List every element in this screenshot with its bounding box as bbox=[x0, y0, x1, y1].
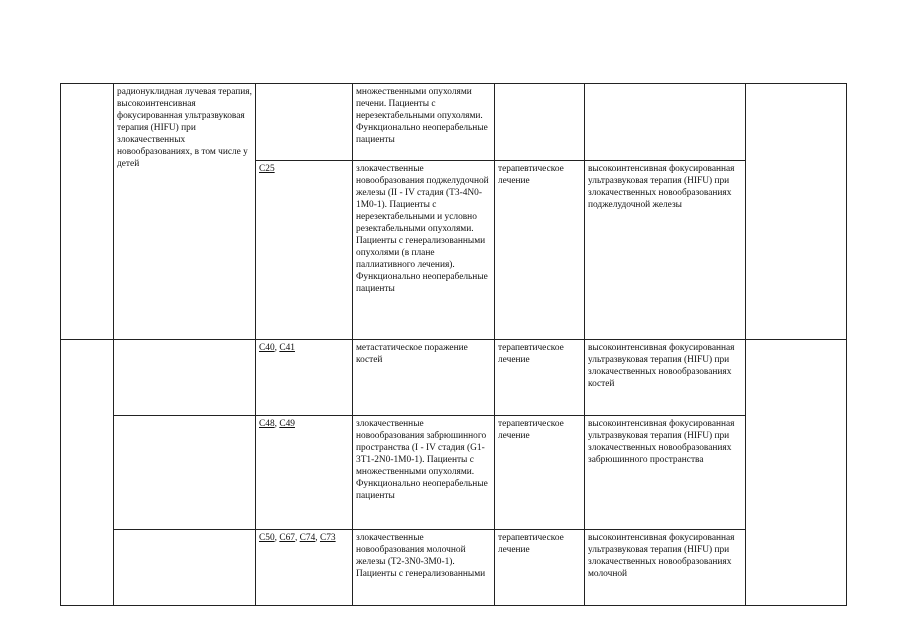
code-link-c41[interactable]: C41 bbox=[279, 343, 295, 353]
method-cell bbox=[585, 340, 746, 416]
table-row bbox=[61, 340, 847, 416]
method-cell bbox=[585, 84, 746, 161]
table-row bbox=[61, 84, 847, 161]
code-link-c73[interactable]: C73 bbox=[319, 533, 336, 543]
diagnosis-text: злокачественные новообразования забрюшинного пространства (I - IV стадия (G1-3T1-2N0-1M0-1). Пациенты с множественными опухолями. Функционально неоперабельные пациенты bbox=[356, 419, 488, 501]
treatment-text: терапевтическое лечение bbox=[498, 419, 564, 441]
extra-cell bbox=[746, 84, 847, 340]
code-link-c50[interactable]: C50 bbox=[259, 533, 275, 543]
treatment-cell bbox=[495, 340, 585, 416]
diagnosis-text: злокачественные новообразования молочной железы (T2-3N0-3M0-1). Пациенты с генерализованными bbox=[356, 533, 486, 579]
method-name-cell bbox=[114, 530, 256, 606]
extra-cell bbox=[746, 340, 847, 606]
method-cell bbox=[585, 530, 746, 606]
diagnosis-cell bbox=[353, 530, 495, 606]
code-link-c67[interactable]: C67 bbox=[279, 533, 295, 543]
code-link-c74[interactable]: C74 bbox=[299, 533, 316, 543]
method-text: высокоинтенсивная фокусированная ультразвуковая терапия (HIFU) при злокачественных новообразованиях костей bbox=[588, 343, 735, 389]
diagnosis-text: множественными опухолями печени. Пациенты с нерезектабельными опухолями. Функционально неоперабельные пациенты bbox=[356, 87, 488, 145]
code-cell bbox=[256, 84, 353, 161]
code-cell: C50, C67, C74, C73 bbox=[256, 530, 353, 606]
code-link-c49[interactable]: C49 bbox=[279, 419, 295, 429]
method-text: высокоинтенсивная фокусированная ультразвуковая терапия (HIFU) при злокачественных новообразованиях поджелудочной железы bbox=[588, 164, 735, 210]
method-name-text: радионуклидная лучевая терапия, высокоинтенсивная фокусированная ультразвуковая терапия (HIFU) при злокачественных новообразованиях, в том числе у детей bbox=[117, 87, 252, 169]
table-row bbox=[61, 530, 847, 606]
treatment-cell bbox=[495, 416, 585, 530]
method-name-cell bbox=[114, 416, 256, 530]
index-cell bbox=[61, 84, 114, 340]
method-cell bbox=[585, 161, 746, 340]
method-name-cell bbox=[114, 84, 256, 340]
code-cell: C40, C41 bbox=[256, 340, 353, 416]
treatment-text: терапевтическое лечение bbox=[498, 533, 564, 555]
treatment-cell bbox=[495, 161, 585, 340]
code-cell bbox=[256, 161, 353, 340]
code-link-c40[interactable]: C40 bbox=[259, 343, 275, 353]
treatment-cell bbox=[495, 84, 585, 161]
code-link-c48[interactable]: C48 bbox=[259, 419, 275, 429]
treatment-text: терапевтическое лечение bbox=[498, 164, 564, 186]
code-cell: C48, C49 bbox=[256, 416, 353, 530]
treatment-cell bbox=[495, 530, 585, 606]
diagnosis-cell bbox=[353, 161, 495, 340]
method-cell bbox=[585, 416, 746, 530]
diagnosis-cell bbox=[353, 84, 495, 161]
diagnosis-cell bbox=[353, 340, 495, 416]
code-link-c25[interactable]: C25 bbox=[259, 164, 275, 174]
diagnosis-cell bbox=[353, 416, 495, 530]
treatment-text: терапевтическое лечение bbox=[498, 343, 564, 365]
treatment-table bbox=[60, 83, 847, 606]
method-text: высокоинтенсивная фокусированная ультразвуковая терапия (HIFU) при злокачественных новообразованиях молочной bbox=[588, 533, 735, 579]
method-name-cell bbox=[114, 340, 256, 416]
diagnosis-text: метастатическое поражение костей bbox=[356, 343, 468, 365]
index-cell bbox=[61, 340, 114, 606]
diagnosis-text: злокачественные новообразования поджелудочной железы (II - IV стадия (T3-4N0-1M0-1). Пациенты с нерезектабельными и условно резектабельными опухолями. Пациенты с генерализованными опухолями (в плане паллиативного лечения). Функционально неоперабельные пациенты bbox=[356, 164, 489, 294]
table-row bbox=[61, 416, 847, 530]
method-text: высокоинтенсивная фокусированная ультразвуковая терапия (HIFU) при злокачественных новообразованиях забрюшинного пространства bbox=[588, 419, 735, 465]
